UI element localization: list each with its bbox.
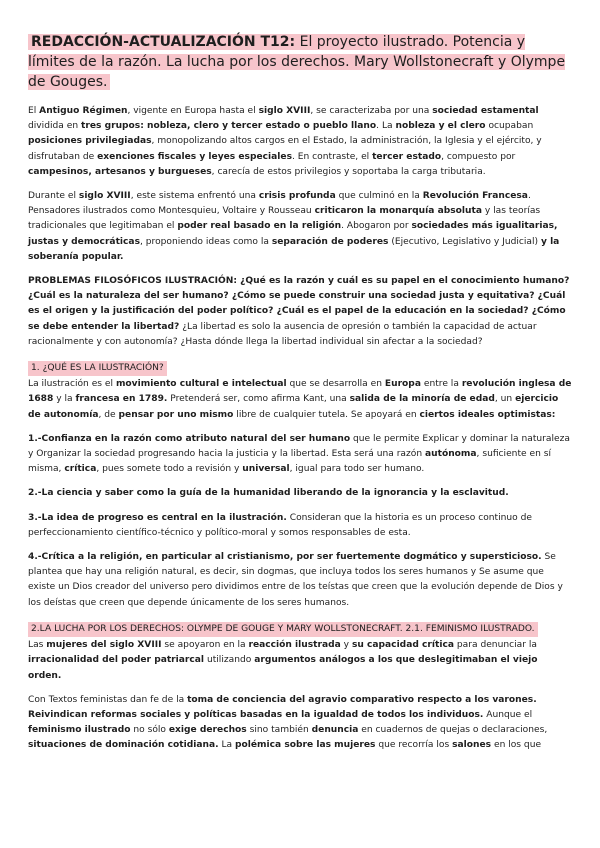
list-item-critica-religion bbox=[28, 550, 572, 611]
para4-run-7: francesa en 1789. bbox=[75, 394, 168, 405]
para5-run-6: para denunciar la bbox=[454, 640, 537, 651]
para6-run-7: exige derechos bbox=[168, 725, 247, 736]
para4-run-12: , de bbox=[98, 409, 119, 420]
para2-run-10: . Abogaron por bbox=[341, 221, 412, 232]
para1-run-16: , compuesto por bbox=[441, 151, 516, 162]
para4-run-11: ejercicio de autonomía bbox=[28, 394, 559, 420]
para6-run-1: toma de conciencia del agravio comparativo respecto a los varones. bbox=[187, 694, 537, 705]
para6-run-4: Aunque el bbox=[483, 709, 533, 720]
para2-run-14: (Ejecutivo, Legislativo y Judicial) bbox=[388, 236, 541, 247]
para2-run-9: poder real basado en la religión bbox=[177, 221, 342, 232]
para2-run-11: sociedades más igualitarias, justas y democráticas bbox=[28, 221, 558, 247]
item1-run-1: que le permite Explicar y dominar la naturaleza y Organizar la sociedad progresando hacia la justicia y la libertad. Esta será una razón bbox=[28, 433, 570, 460]
para2-run-3: crisis profunda bbox=[258, 191, 336, 202]
para1-run-6: dividida en bbox=[28, 121, 81, 132]
section-heading-1-wrap bbox=[28, 359, 572, 376]
item2-run-0: 2.-La ciencia y saber como la guía de la humanidad liberando de la ignorancia y la esclavitud. bbox=[28, 488, 509, 499]
title-rest: El proyecto ilustrado. Potencia y límites de la razón. La lucha por los derechos. Mary Wollstonecraft y Olympe de Gouges. bbox=[28, 34, 566, 90]
para1-run-18: , carecía de estos privilegios y soportaba la carga tributaria. bbox=[211, 166, 486, 177]
para1-run-2: , vigente en Europa hasta el bbox=[127, 106, 259, 116]
item4-run-0: 4.-Crítica a la religión, en particular al cristianismo, por ser fuertemente dogmático y supersticioso. bbox=[28, 552, 542, 563]
para5-run-0: Las bbox=[28, 640, 47, 651]
list-item-confianza-razon bbox=[28, 432, 572, 478]
para5-run-5: su capacidad crítica bbox=[351, 640, 454, 651]
para6-run-15: salones bbox=[452, 740, 492, 751]
para4-run-4: entre la bbox=[420, 379, 462, 390]
para4-run-3: Europa bbox=[384, 379, 421, 390]
para1-run-1: Antiguo Régimen bbox=[39, 106, 128, 116]
item1-run-5: , pues somete todo a revisión y bbox=[96, 464, 243, 475]
para2-run-13: separación de poderes bbox=[271, 236, 389, 247]
item3-run-0: 3.-La idea de progreso es central en la ilustración. bbox=[28, 512, 287, 523]
para1-run-3: siglo XVIII bbox=[258, 106, 311, 116]
item1-run-2: autónoma bbox=[425, 449, 477, 460]
item4-run-1: Se plantea que hay una religión natural, es decir, sin dogmas, que incluya todos los seres humanos y Se asume que existe un Dios creador del universo pero dividimos entre de los teístas que creen que la evolución depende de Dios y los deístas que creen que depende únicamente de los seres humanos. bbox=[28, 552, 563, 608]
paragraph-textos-feministas bbox=[28, 693, 572, 754]
para6-run-16: en los que bbox=[491, 740, 542, 751]
para4-run-14: libre de cualquier tutela. Se apoyará en bbox=[233, 409, 420, 420]
para6-run-6: no sólo bbox=[130, 725, 169, 736]
section-heading-2: 2.LA LUCHA POR LOS DERECHOS: OLYMPE DE GOUGE Y MARY WOLLSTONECRAFT. 2.1. FEMINISMO ILUSTRADO. bbox=[28, 622, 538, 637]
para2-run-6: . Pensadores ilustrados como Montesquieu, Voltaire y Rousseau bbox=[28, 191, 531, 217]
para4-run-13: pensar por uno mismo bbox=[118, 409, 234, 420]
para4-run-5: revolución inglesa de 1688 bbox=[28, 379, 572, 405]
para5-run-1: mujeres del siglo XVIII bbox=[46, 640, 162, 651]
item1-run-6: universal bbox=[242, 464, 290, 475]
para6-run-14: que recorría los bbox=[375, 740, 453, 751]
section-heading-1: 1. ¿QUÉ ES LA ILUSTRACIÓN? bbox=[28, 361, 167, 376]
title-highlight bbox=[28, 34, 565, 90]
list-item-progreso bbox=[28, 511, 572, 541]
paragraph-ilustracion bbox=[28, 377, 572, 423]
item1-run-0: 1.-Confianza en la razón como atributo natural del ser humano bbox=[28, 433, 351, 444]
para2-run-12: , proponiendo ideas como la bbox=[139, 236, 272, 247]
para4-run-2: que se desarrolla en bbox=[286, 379, 385, 390]
para4-run-10: , un bbox=[494, 394, 516, 405]
para1-run-11: posiciones privilegiadas bbox=[28, 136, 152, 147]
para2-run-8: y las teorías tradicionales que legitimaban el bbox=[28, 206, 541, 232]
list-item-ciencia bbox=[28, 486, 572, 501]
para5-run-9: argumentos análogos a los que deslegitimaban el viejo orden. bbox=[28, 655, 538, 681]
title-bold: REDACCIÓN-ACTUALIZACIÓN T12: bbox=[31, 34, 296, 50]
para1-run-9: nobleza y el clero bbox=[395, 121, 486, 132]
para1-run-0: El bbox=[28, 106, 40, 116]
para2-run-1: siglo XVIII bbox=[78, 191, 131, 202]
para1-run-13: exenciones fiscales y leyes especiales bbox=[97, 151, 292, 162]
para2-run-4: que culminó en la bbox=[335, 191, 423, 202]
para5-run-7: irracionalidad del poder patriarcal bbox=[28, 655, 205, 666]
para1-run-5: sociedad estamental bbox=[432, 106, 539, 116]
para6-run-11: situaciones de dominación cotidiana. bbox=[28, 740, 219, 751]
para6-run-5: feminismo ilustrado bbox=[28, 725, 131, 736]
para2-run-0: Durante el bbox=[28, 191, 79, 202]
document-title bbox=[28, 32, 572, 92]
para3-run-1: ¿La libertad es solo la ausencia de opresión o también la capacidad de actuar racionalmente y con autonomía? ¿Hasta dónde llega la libertad individual sin afectar a la sociedad? bbox=[28, 321, 537, 347]
para3-run-0: PROBLEMAS FILOSÓFICOS ILUSTRACIÓN: ¿Qué es la razón y cuál es su papel en el conocimiento humano? ¿Cuál es la naturaleza del ser humano? ¿Cómo se puede construir una sociedad justa y equitativa? ¿Cuál es el origen y la justificación del poder político? ¿Cuál es el papel de la educación en la sociedad? ¿Cómo se debe entender la libertad? bbox=[28, 276, 570, 332]
para1-run-10: ocupaban bbox=[485, 121, 534, 132]
para4-run-15: ciertos ideales optimistas: bbox=[419, 409, 556, 420]
para1-run-12: , monopolizando altos cargos en el Estado, la administración, la Iglesia y el ejército, y disfrutaban de bbox=[28, 136, 542, 162]
para1-run-7: tres grupos: nobleza, clero y tercer estado o pueblo llano bbox=[81, 121, 377, 132]
para1-run-4: , se caracterizaba por una bbox=[310, 106, 433, 116]
para6-run-3: Reivindican reformas sociales y políticas basadas en la igualdad de todos los individuos. bbox=[28, 709, 484, 720]
item3-run-1: Consideran que la historia es un proceso continuo de perfeccionamiento científico-técnico y político-moral y somos responsables de esta. bbox=[28, 512, 532, 538]
para2-run-2: , este sistema enfrentó una bbox=[130, 191, 259, 202]
section-heading-2-wrap bbox=[28, 620, 572, 637]
para1-run-8: . La bbox=[376, 121, 396, 132]
para6-run-8: sino también bbox=[246, 725, 312, 736]
para6-run-12: La bbox=[218, 740, 236, 751]
para4-run-9: salida de la minoría de edad bbox=[349, 394, 495, 405]
paragraph-problemas-filosoficos bbox=[28, 274, 572, 350]
item1-run-7: , igual para todo ser humano. bbox=[289, 464, 425, 475]
paragraph-mujeres-siglo-xviii bbox=[28, 638, 572, 684]
para2-run-15: y la soberanía popular. bbox=[28, 236, 560, 262]
para4-run-6: y la bbox=[53, 394, 76, 405]
para5-run-3: reacción ilustrada bbox=[248, 640, 341, 651]
para6-run-0: Con Textos feministas dan fe de la bbox=[28, 694, 188, 705]
para6-run-13: polémica sobre las mujeres bbox=[235, 740, 376, 751]
para2-run-7: criticaron la monarquía absoluta bbox=[314, 206, 482, 217]
para6-run-9: denuncia bbox=[311, 725, 359, 736]
para5-run-4: y bbox=[340, 640, 352, 651]
para5-run-2: se apoyaron en la bbox=[161, 640, 249, 651]
para1-run-15: tercer estado bbox=[372, 151, 442, 162]
para1-run-14: . En contraste, el bbox=[292, 151, 373, 162]
para5-run-8: utilizando bbox=[204, 655, 255, 666]
item1-run-4: crítica bbox=[64, 464, 97, 475]
item1-run-3: , suficiente en sí misma, bbox=[28, 449, 552, 475]
para1-run-17: campesinos, artesanos y burgueses bbox=[28, 166, 212, 177]
paragraph-siglo-xviii bbox=[28, 189, 572, 265]
paragraph-antiguo-regimen bbox=[28, 104, 572, 180]
para2-run-5: Revolución Francesa bbox=[422, 191, 528, 202]
para4-run-8: Pretenderá ser, como afirma Kant, una bbox=[167, 394, 350, 405]
para4-run-0: La ilustración es el bbox=[28, 379, 116, 390]
para6-run-10: en cuadernos de quejas o declaraciones, bbox=[358, 725, 548, 736]
para4-run-1: movimiento cultural e intelectual bbox=[115, 379, 287, 390]
